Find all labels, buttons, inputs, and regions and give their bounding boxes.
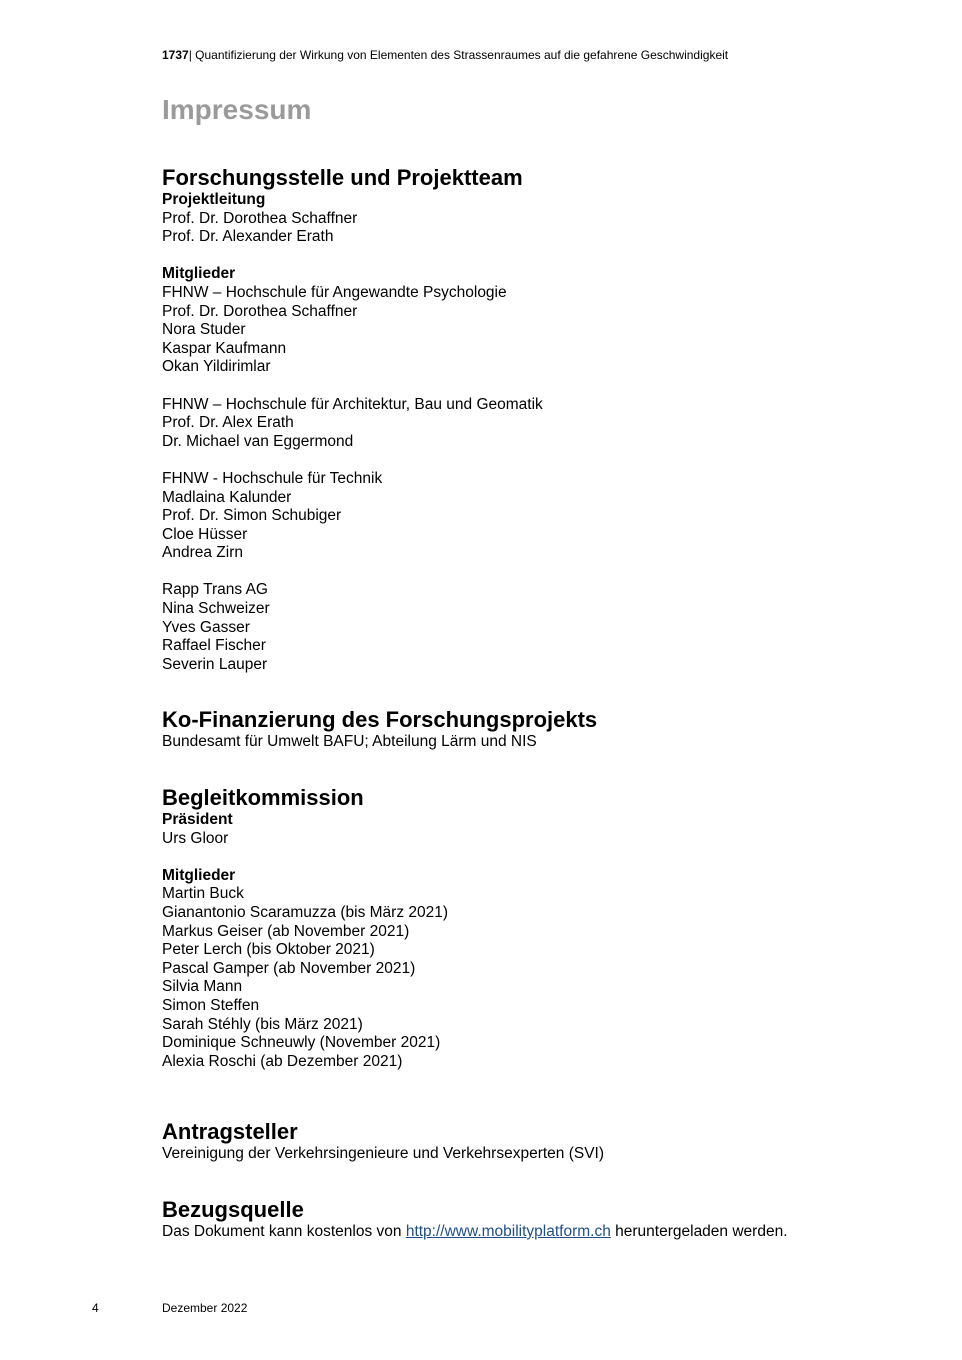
report-number: 1737 — [162, 48, 189, 62]
page-number: 4 — [92, 1301, 99, 1315]
member: Silvia Mann — [162, 978, 243, 996]
member: Severin Lauper — [162, 655, 268, 673]
member: Raffael Fischer — [162, 637, 266, 655]
praesident-name: Urs Gloor — [162, 829, 229, 847]
antragsteller-text: Vereinigung der Verkehrsingenieure und Verkehrsexperten (SVI) — [162, 1145, 605, 1163]
label-projektleitung: Projektleitung — [162, 191, 266, 208]
org-name: FHNW – Hochschule für Angewandte Psychologie — [162, 283, 507, 301]
footer-date: Dezember 2022 — [162, 1301, 248, 1315]
member: Prof. Dr. Simon Schubiger — [162, 507, 342, 525]
heading-bezugsquelle: Bezugsquelle — [162, 1196, 304, 1222]
member: Dr. Michael van Eggermond — [162, 432, 354, 450]
heading-begleitkommission: Begleitkommission — [162, 785, 364, 811]
label-mitglieder: Mitglieder — [162, 265, 236, 283]
member: Yves Gasser — [162, 618, 250, 636]
member: Alexia Roschi (ab Dezember 2021) — [162, 1052, 403, 1070]
bezugsquelle-text — [162, 1223, 902, 1242]
member: Dominique Schneuwly (November 2021) — [162, 1034, 441, 1052]
org-name: FHNW - Hochschule für Technik — [162, 469, 383, 487]
running-header — [162, 47, 728, 63]
member: Pascal Gamper (ab November 2021) — [162, 959, 416, 977]
member: Peter Lerch (bis Oktober 2021) — [162, 941, 375, 959]
label-mitglieder: Mitglieder — [162, 866, 236, 884]
member: Sarah Stéhly (bis März 2021) — [162, 1015, 363, 1033]
member: Andrea Zirn — [162, 544, 243, 562]
leitung-person: Prof. Dr. Dorothea Schaffner — [162, 209, 358, 227]
bezug-text-after: heruntergeladen werden. — [610, 1222, 788, 1240]
label-praesident: Präsident — [162, 811, 233, 829]
org-name: Rapp Trans AG — [162, 581, 268, 599]
page-title: Impressum — [162, 94, 312, 125]
member: Markus Geiser (ab November 2021) — [162, 922, 410, 940]
member: Prof. Dr. Alex Erath — [162, 414, 294, 432]
member: Nina Schweizer — [162, 600, 270, 618]
member: Madlaina Kalunder — [162, 488, 292, 506]
mobilityplatform-link[interactable]: http://www.mobilityplatform.ch — [405, 1222, 611, 1240]
leitung-person: Prof. Dr. Alexander Erath — [162, 228, 334, 246]
member: Gianantonio Scaramuzza (bis März 2021) — [162, 904, 449, 921]
org-name: FHNW – Hochschule für Architektur, Bau und Geomatik — [162, 395, 543, 413]
member: Kaspar Kaufmann — [162, 339, 287, 357]
report-title: | Quantifizierung der Wirkung von Elementen des Strassenraumes auf die gefahrene Geschwindigkeit — [188, 48, 729, 62]
member: Martin Buck — [162, 885, 244, 903]
member: Simon Steffen — [162, 996, 260, 1014]
member: Okan Yildirimlar — [162, 358, 271, 376]
heading-kofinanzierung: Ko-Finanzierung des Forschungsprojekts — [162, 707, 598, 733]
heading-antragsteller: Antragsteller — [162, 1119, 298, 1145]
bezug-text-before: Das Dokument kann kostenlos von — [162, 1222, 406, 1240]
heading-forschungsstelle: Forschungsstelle und Projektteam — [162, 165, 523, 190]
member: Prof. Dr. Dorothea Schaffner — [162, 302, 358, 320]
member: Cloe Hüsser — [162, 525, 248, 543]
member: Nora Studer — [162, 321, 246, 339]
impressum-content — [162, 165, 902, 1242]
kofinanzierung-text: Bundesamt für Umwelt BAFU; Abteilung Lärm und NIS — [162, 733, 537, 751]
